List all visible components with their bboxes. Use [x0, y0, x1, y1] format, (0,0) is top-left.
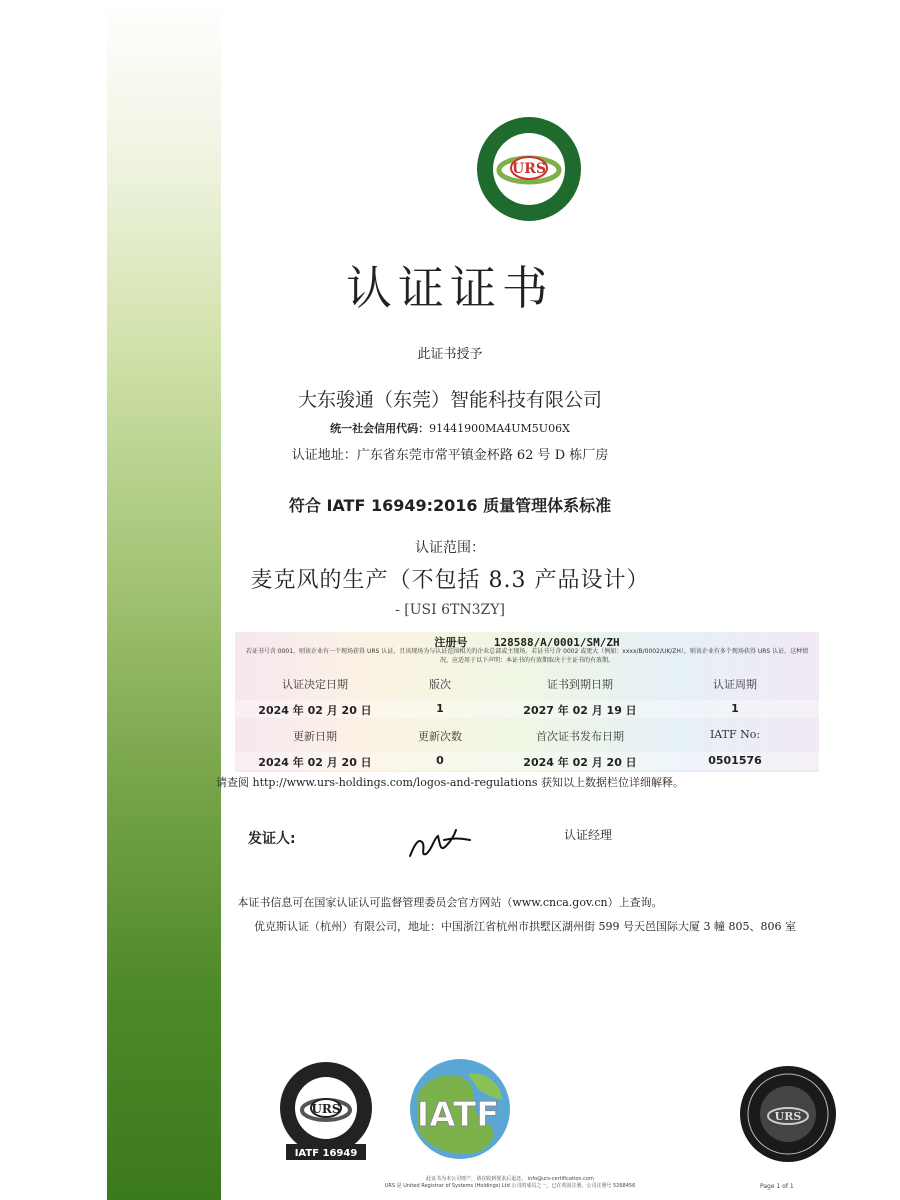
urs-top-center-text: URS	[512, 161, 546, 177]
first-issue-value: 2024 年 02 月 20 日	[523, 756, 637, 769]
update-count-value: 0	[436, 754, 444, 767]
edition-value: 1	[436, 702, 444, 715]
first-issue-label: 首次证书发布日期	[536, 730, 624, 743]
model-text: - [USI 6TN3ZY]	[395, 602, 505, 618]
urs-bl-center-text: URS	[311, 1102, 341, 1116]
legal-footer	[380, 1176, 640, 1190]
green-gradient-band	[107, 0, 221, 1200]
cycle-label: 认证周期	[713, 678, 757, 691]
certificate-data-table	[235, 632, 819, 772]
update-date-label: 更新日期	[293, 730, 337, 743]
decision-date-value: 2024 年 02 月 20 日	[258, 704, 372, 717]
legal-line-2: URS 是 United Registrar of Systems (Holdings) Ltd 公司的成员之一，已在英国注册。公司注册号 5268456	[384, 1183, 636, 1189]
iatf-badge-text: IATF 16949	[294, 1148, 358, 1159]
company-address-line: 优克斯认证（杭州）有限公司，地址：中国浙江省杭州市拱墅区湖州街 599 号天邑国际大厦 3 幢 805、806 室	[254, 920, 796, 933]
iatf-no-label: IATF No:	[709, 728, 761, 741]
scope-label: 认证范围：	[415, 540, 485, 556]
expiry-date-value: 2027 年 02 月 19 日	[523, 704, 637, 717]
data-explanation-footnote: 请查阅 http://www.urs-holdings.com/logos-and-regulations 获知以上数据栏位详细解释。	[215, 776, 685, 789]
certification-manager-label: 认证经理	[564, 828, 613, 842]
certified-seal	[738, 1064, 838, 1164]
granted-to-label: 此证书授予	[417, 347, 483, 362]
update-count-label: 更新次数	[418, 730, 462, 743]
standard-line: 符合 IATF 16949:2016 质量管理体系标准	[288, 496, 612, 515]
certified-center-text: URS	[774, 1110, 802, 1123]
iatf-no-value: 0501576	[708, 754, 762, 767]
scope-text: 麦克风的生产（不包括 8.3 产品设计）	[250, 568, 650, 593]
urs-iatf-logo	[268, 1058, 384, 1162]
credit-code-label: 统一社会信用代码：	[330, 422, 430, 435]
signature-image	[404, 816, 474, 866]
urs-top-logo	[466, 114, 592, 224]
registration-label: 注册号	[434, 636, 468, 649]
legal-line-1: 此证书为本公司财产，请在收到要求后退还。 info@urs-certification.com	[426, 1176, 594, 1182]
credit-code-line	[0, 420, 900, 436]
registration-note: 若证书号含 0001，则该企业有一个现场获得 URS 认证，且该现场为与认证范围相关的企业总部或主现场。若证书号含 0002 或更大（例如：xxxx/B/0002/UK/ZH），则该企业有多个现场获得 URS 认证，这种情况，应适用于以下声明：本证书的有效期取决于主证书的有效期。	[245, 648, 809, 664]
registration-number: 128588/A/0001/SM/ZH	[493, 636, 620, 649]
company-name: 大东骏通（东莞）智能科技有限公司	[297, 389, 602, 411]
iatf-mark-text: IATF	[416, 1095, 500, 1135]
credit-code-value: 91441900MA4UM5U06X	[429, 422, 570, 435]
expiry-date-label: 证书到期日期	[547, 678, 613, 691]
update-date-value: 2024 年 02 月 20 日	[258, 756, 372, 769]
page-number: Page 1 of 1	[760, 1183, 794, 1190]
issuer-label: 发证人:	[248, 831, 296, 847]
iatf-mark-logo	[398, 1054, 522, 1164]
cnca-info-line: 本证书信息可在国家认证认可监督管理委员会官方网站（www.cnca.gov.cn）上查询。	[237, 896, 663, 909]
address-line: 认证地址：广东省东莞市常平镇金杯路 62 号 D 栋厂房	[291, 448, 609, 463]
edition-label: 版次	[429, 678, 451, 691]
certificate-title: 认证证书	[346, 261, 554, 315]
cycle-value: 1	[731, 702, 739, 715]
decision-date-label: 认证决定日期	[282, 678, 348, 691]
